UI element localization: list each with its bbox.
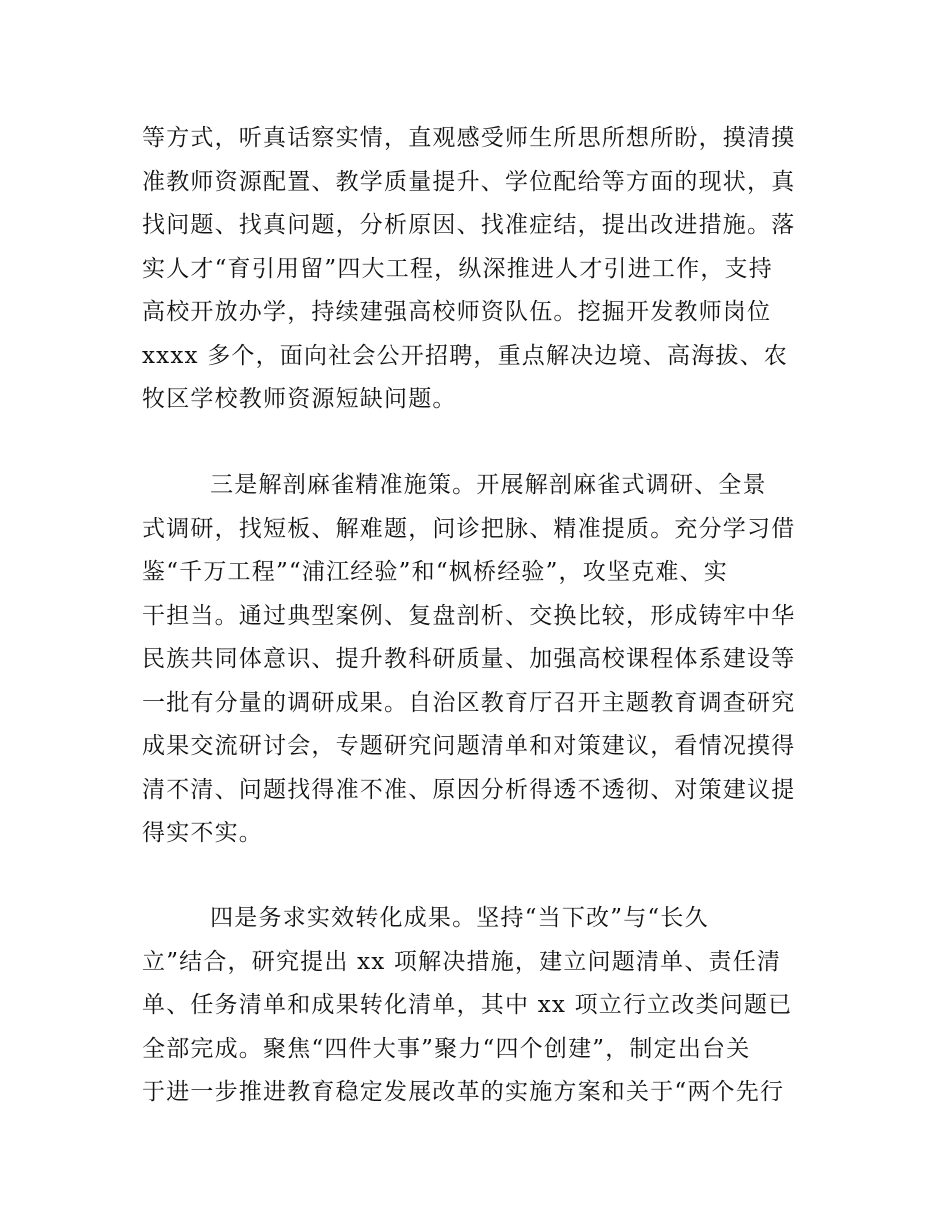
text-line: 全部完成。聚焦“四件大事”聚力“四个创建”，制定出台关 [142,1035,751,1062]
text-line: 得实不实。 [142,820,263,846]
text-line: 单、任务清单和成果转化清单，其中 xx 项立行立改类问题已 [142,992,793,1018]
text-line: 找问题、找真问题，分析原因、找准症结，提出改进措施。落 [142,212,796,238]
text-line: 鉴“千万工程”“浦江经验”和“枫桥经验”，攻坚克难、实 [142,559,728,585]
text-line: 民族共同体意识、提升教科研质量、加强高校课程体系建设等 [142,646,796,672]
text-line: 等方式，听真话察实情，直观感受师生所思所想所盼，摸清摸 [142,125,796,151]
text-line: 准教师资源配置、教学质量提升、学位配给等方面的现状，真 [142,168,796,195]
text-line: 三是解剖麻雀精准施策。开展解剖麻雀式调研、全景 [142,472,767,498]
text-line: 干担当。通过典型案例、复盘剖析、交换比较，形成铸牢中华 [142,602,796,629]
text-line: 立”结合，研究提出 xx 项解决措施，建立问题清单、责任清 [142,948,782,975]
text-line: 清不清、问题找得准不准、原因分析得透不透彻、对策建议提 [142,776,796,803]
text-line: 于进一步推进教育稳定发展改革的实施方案和关于“两个先行 [142,1079,785,1105]
paragraph-teacher-resources [142,117,814,422]
text-line: 成果交流研讨会，专题研究问题清单和对策建议，看情况摸得 [142,733,796,759]
paragraph-dissect-sparrow [142,464,814,856]
text-line: 式调研，找短板、解难题，问诊把脉、精准提质。充分学习借 [142,515,796,542]
text-line: 一批有分量的调研成果。自治区教育厅召开主题教育调查研究 [142,689,796,716]
text-line: 四是务求实效转化成果。坚持“当下改”与“长久 [142,905,709,931]
paragraph-practical-results [142,897,814,1115]
text-line: 实人才“育引用留”四大工程，纵深推进人才引进工作，支持 [142,255,773,282]
text-line: 高校开放办学，持续建强高校师资队伍。挖掘开发教师岗位 [142,299,772,325]
text-line: xxxx 多个，面向社会公开招聘，重点解决边境、高海拔、农 [142,342,788,369]
text-line: 牧区学校教师资源短缺问题。 [142,386,457,412]
